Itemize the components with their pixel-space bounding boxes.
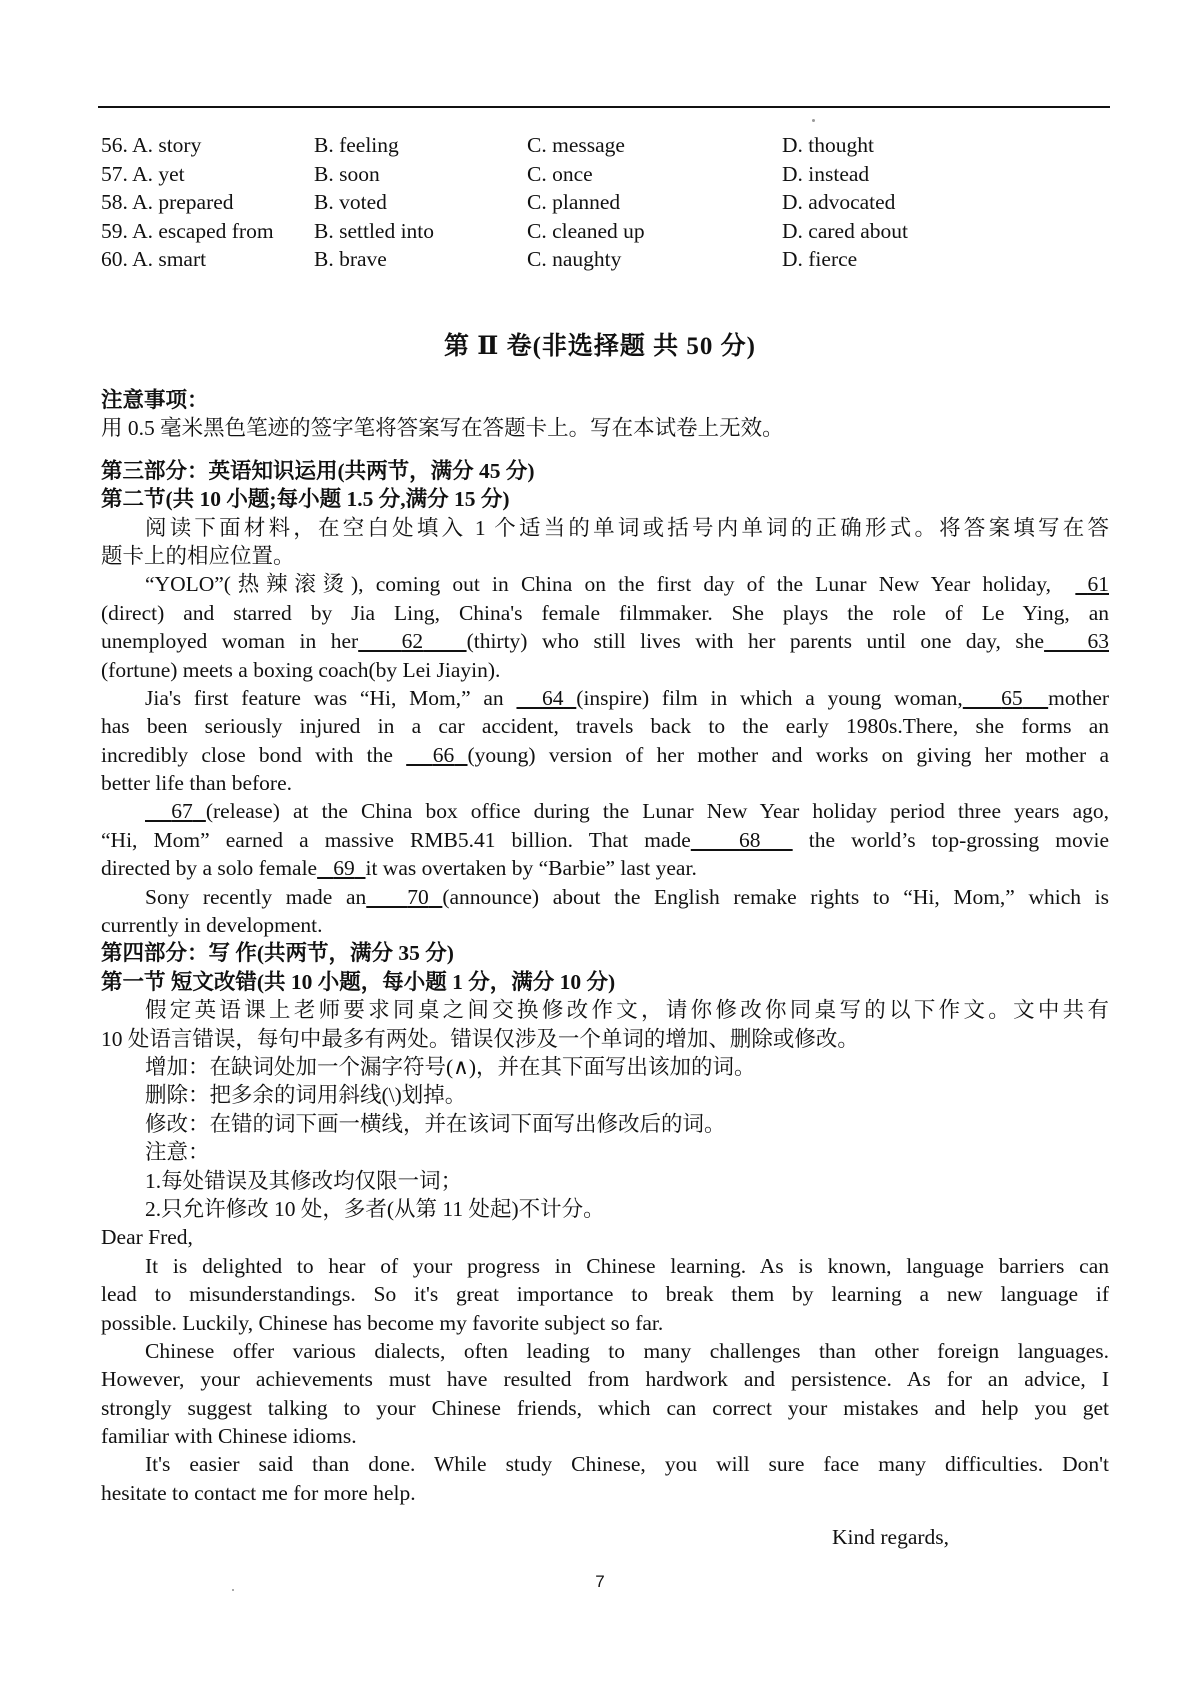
blank-62: 62 xyxy=(401,629,424,654)
passage-line: Jia's first feature was “Hi, Mom,” an 64 (inspire) film in which a young woman, 65 mother xyxy=(145,685,1109,710)
passage-line: “YOLO”(热辣滚烫), coming out in China on the first day of the Lunar New Year holiday, 61 xyxy=(145,572,1109,597)
passage-line: currently in development. xyxy=(101,913,323,938)
blank-67: 67 xyxy=(171,799,193,824)
options-row-58 xyxy=(101,188,1101,217)
option-a: 56. A. story xyxy=(101,133,202,157)
option-a: 60. A. smart xyxy=(101,247,207,271)
option-b: B. voted xyxy=(314,190,387,214)
part4-instruction: 假定英语课上老师要求同桌之间交换修改作文，请你修改你同桌写的以下作文。文中共有 xyxy=(145,998,1109,1023)
rule-modify: 修改：在错的词下画一横线，并在该词下面写出修改后的词。 xyxy=(145,1111,726,1136)
letter-line: hesitate to contact me for more help. xyxy=(101,1480,416,1505)
passage-line: has been seriously injured in a car accident, travels back to the early 1980s.There, she forms an xyxy=(101,714,1109,739)
option-c: C. message xyxy=(527,133,625,157)
rule-delete: 删除：把多余的词用斜线(\)划掉。 xyxy=(145,1083,467,1108)
option-c: C. cleaned up xyxy=(527,218,645,243)
option-c: C. once xyxy=(527,161,593,186)
blank-65: 65 xyxy=(1001,685,1023,710)
letter-closing: Kind regards, xyxy=(832,1525,950,1549)
passage-line: 67 (release) at the China box office during the Lunar New Year holiday period three years ago, xyxy=(101,797,1109,825)
part4-heading: 第四部分：写 作(共两节，满分 35 分) xyxy=(101,941,454,966)
blank-63: 63 xyxy=(1087,629,1109,654)
option-b: B. brave xyxy=(314,247,387,271)
options-row-57 xyxy=(101,160,1101,189)
notice-text: 用 0.5 毫米黑色笔迹的签字笔将答案写在答题卡上。写在本试卷上无效。 xyxy=(101,416,784,441)
option-d: D. advocated xyxy=(782,190,896,214)
part4-instruction-cont: 10 处语言错误，每句中最多有两处。错误仅涉及一个单词的增加、删除或修改。 xyxy=(101,1026,859,1051)
option-a: 59. A. escaped from xyxy=(101,218,274,243)
option-b: B. soon xyxy=(314,161,380,186)
note-1: 1.每处错误及其修改均仅限一词； xyxy=(145,1168,463,1193)
letter-line: It is delighted to hear of your progress in Chinese learning. As is known, language barriers can xyxy=(145,1253,1109,1278)
passage-line: (direct) and starred by Jia Ling, China's female filmmaker. She plays the role of Le Ying, an xyxy=(101,600,1109,625)
part3-heading: 第三部分：英语知识运用(共两节，满分 45 分) xyxy=(101,458,535,483)
passage-line: “Hi, Mom” earned a massive RMB5.41 billion. That made 68 the world’s top-grossing movie xyxy=(101,827,1109,852)
blank-70: 70 xyxy=(407,884,429,909)
options-row-56 xyxy=(101,131,1101,160)
answer-options-table xyxy=(101,131,1101,274)
option-d: D. thought xyxy=(782,133,874,157)
passage-line: directed by a solo female 69 it was overtaken by “Barbie” last year. xyxy=(101,856,697,881)
blank-64: 64 xyxy=(542,685,564,710)
passage-line: Sony recently made an 70 (announce) about the English remake rights to “Hi, Mom,” which is xyxy=(145,884,1109,909)
volume-title: 第 Ⅱ 卷(非选择题 共 50 分) xyxy=(444,333,756,360)
option-c: C. planned xyxy=(527,190,621,214)
notice-heading: 注意事项： xyxy=(101,388,209,412)
blank-61: 61 xyxy=(1087,572,1109,597)
blank-69: 69 xyxy=(333,856,355,881)
option-a: 57. A. yet xyxy=(101,161,185,186)
part4-section-heading: 第一节 短文改错(共 10 小题，每小题 1 分，满分 10 分) xyxy=(101,969,616,994)
blank-66: 66 xyxy=(432,742,455,767)
passage-line: unemployed woman in her 62 (thirty) who still lives with her parents until one day, she 63 xyxy=(101,629,1109,654)
options-row-60 xyxy=(101,245,1101,274)
option-d: D. fierce xyxy=(782,247,858,271)
print-speck xyxy=(812,119,815,122)
letter-line: However, your achievements must have resulted from hardwork and persistence. As for an advice, I xyxy=(101,1367,1109,1392)
options-row-59 xyxy=(101,217,1101,246)
passage-line: incredibly close bond with the 66 (young) version of her mother and works on giving her mother a xyxy=(101,742,1109,767)
note-2: 2.只允许修改 10 处，多者(从第 11 处起)不计分。 xyxy=(145,1196,605,1221)
option-d: D. instead xyxy=(782,161,870,186)
rule-add: 增加：在缺词处加一个漏字符号(∧)，并在其下面写出该加的词。 xyxy=(145,1054,756,1079)
body-text xyxy=(101,386,1109,1507)
letter-line: familiar with Chinese idioms. xyxy=(101,1424,357,1449)
page-number: 7 xyxy=(595,1572,605,1591)
letter-line: possible. Luckily, Chinese has become my favorite subject so far. xyxy=(101,1310,664,1335)
option-b: B. settled into xyxy=(314,218,435,243)
option-c: C. naughty xyxy=(527,247,622,271)
letter-line: lead to misunderstandings. So it's great importance to break them by learning a new language if xyxy=(101,1282,1109,1307)
note-label: 注意： xyxy=(145,1140,210,1165)
option-d: D. cared about xyxy=(782,218,908,243)
option-a: 58. A. prepared xyxy=(101,190,234,214)
header-rule xyxy=(98,106,1110,108)
part3-section-heading: 第二节(共 10 小题;每小题 1.5 分,满分 15 分) xyxy=(101,487,510,512)
letter-line: Chinese offer various dialects, often leading to many challenges than other foreign languages. xyxy=(145,1338,1109,1363)
letter-line: It's easier said than done. While study Chinese, you will sure face many difficulties. Don't xyxy=(145,1452,1109,1477)
passage-line: better life than before. xyxy=(101,771,293,796)
letter-greeting: Dear Fred, xyxy=(101,1225,193,1250)
passage-line: (fortune) meets a boxing coach(by Lei Jiayin). xyxy=(101,657,501,682)
print-speck xyxy=(232,1589,234,1591)
blank-68: 68 xyxy=(739,827,761,852)
part3-instruction: 阅读下面材料，在空白处填入 1 个适当的单词或括号内单词的正确形式。将答案填写在答 xyxy=(145,515,1109,540)
option-b: B. feeling xyxy=(314,133,399,157)
letter-line: strongly suggest talking to your Chinese friends, which can correct your mistakes and help you get xyxy=(101,1395,1109,1420)
part3-instruction-cont: 题卡上的相应位置。 xyxy=(101,543,295,568)
